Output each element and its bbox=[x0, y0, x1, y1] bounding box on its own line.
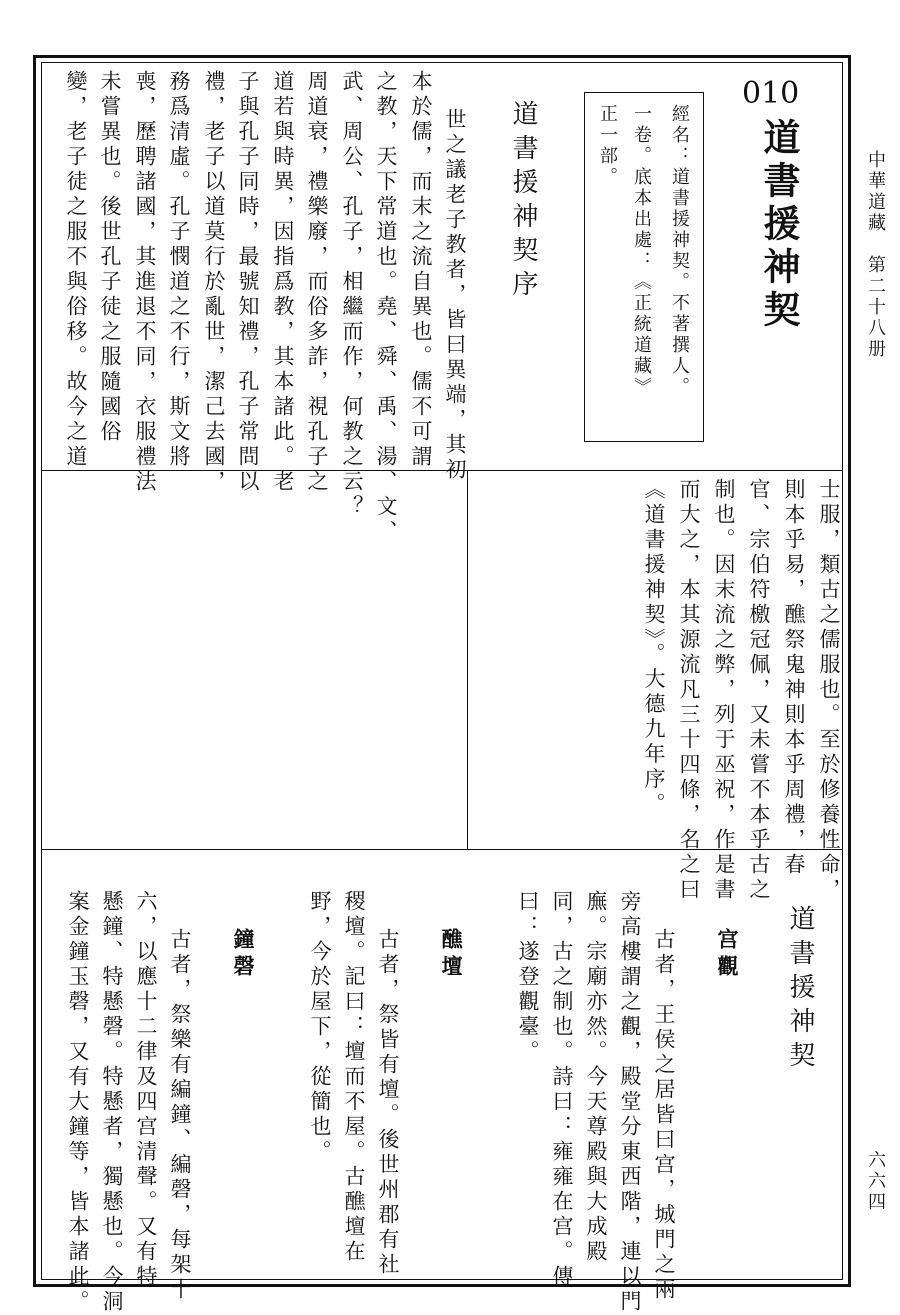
preface-continuation-column: 《道書援神契》。大德九年序。 bbox=[642, 478, 666, 818]
preface-column: 未嘗異也。後世孔子徒之服隨國俗 bbox=[98, 70, 122, 445]
main-heading: 道書援神契 bbox=[785, 905, 815, 1075]
preface-column: 本於儒，而末之流自異也。儒不可謂 bbox=[409, 70, 433, 470]
section-column: 同，古之制也。詩曰：雍雍在宫。傳 bbox=[550, 890, 574, 1290]
preface-column: 道若與時異，因指爲教，其本諸此。老 bbox=[271, 70, 295, 495]
preface-column: 子與孔子同時，最號知禮，孔子常問以 bbox=[236, 70, 260, 495]
section-column: 古者，祭皆有壇。後世州郡有社 bbox=[376, 928, 400, 1278]
preface-continuation-column: 則本乎易，醮祭鬼神則本乎周禮，春 bbox=[782, 478, 806, 878]
preface-continuation-column: 制也。因末流之弊，列于巫祝，作是書 bbox=[712, 478, 736, 903]
section-column: 古者，祭樂有編鐘、編磬，每架十 bbox=[168, 928, 192, 1303]
section-column: 旁高樓謂之觀，殿堂分東西階，連以門 bbox=[618, 890, 642, 1315]
preface-column: 周道衰，禮樂廢，而俗多詐，視孔子之 bbox=[305, 70, 329, 495]
preface-column: 世之議老子教者，皆曰異端，其初 bbox=[443, 108, 467, 483]
entry-number: 010 bbox=[742, 76, 800, 111]
note-line: 正一部。 bbox=[597, 104, 618, 188]
preface-column: 喪，歷聘諸國，其進退不同，衣服禮法 bbox=[133, 70, 157, 495]
section-column: 古者，王侯之居皆曰宫，城門之兩 bbox=[652, 928, 676, 1303]
preface-heading: 道書援神契序 bbox=[508, 100, 538, 304]
preface-column: 之教，天下常道也。堯、舜、禹、湯、文、 bbox=[374, 70, 398, 545]
section-column: 案金鐘玉磬，又有大鐘等，皆本諸此。 bbox=[66, 890, 90, 1315]
section-column: 廡。宗廟亦然。今天尊殿與大成殿 bbox=[584, 890, 608, 1265]
section-heading-gongguan: 宫觀 bbox=[715, 928, 740, 982]
section-heading-zhongqing: 鐘磬 bbox=[231, 928, 256, 982]
preface-column: 武、周公、孔子，相繼而作，何教之云？ bbox=[340, 70, 364, 520]
running-title: 中華道藏 第二十八册 bbox=[865, 150, 886, 360]
preface-continuation-column: 官、宗伯符檄冠佩，又未嘗不本乎古之 bbox=[747, 478, 771, 903]
preface-column: 禮，老子以道莫行於亂世，潔己去國， bbox=[202, 70, 226, 495]
note-line: 經名：道書援神契。不著撰人。 bbox=[669, 104, 690, 398]
section-column: 曰：遂登觀臺。 bbox=[516, 890, 540, 1065]
preface-continuation-column: 士服，類古之儒服也。至於修養性命， bbox=[817, 478, 841, 903]
entry-title: 道書援神契 bbox=[757, 118, 801, 333]
section-column: 懸鐘、特懸磬。特懸者，獨懸也。今洞 bbox=[100, 890, 124, 1315]
section-heading-jiaotan: 醮壇 bbox=[439, 928, 464, 982]
preface-continuation-column: 而大之，本其源流凡三十四條，名之曰 bbox=[677, 478, 701, 903]
note-line: 一卷。底本出處：《正統道藏》 bbox=[631, 104, 652, 398]
section-column: 六，以應十二律及四宫清聲。又有特 bbox=[134, 890, 158, 1290]
preface-column: 務爲清虛。孔子憫道之不行，斯文將 bbox=[167, 70, 191, 470]
section-column: 稷壇。記曰：壇而不屋。古醮壇在 bbox=[342, 890, 366, 1265]
preface-column: 變，老子徒之服不與俗移。故今之道 bbox=[64, 70, 88, 470]
page-number: 六六四 bbox=[865, 1150, 886, 1213]
divider-vertical bbox=[467, 470, 468, 849]
section-column: 野，今於屋下，從簡也。 bbox=[308, 890, 332, 1165]
